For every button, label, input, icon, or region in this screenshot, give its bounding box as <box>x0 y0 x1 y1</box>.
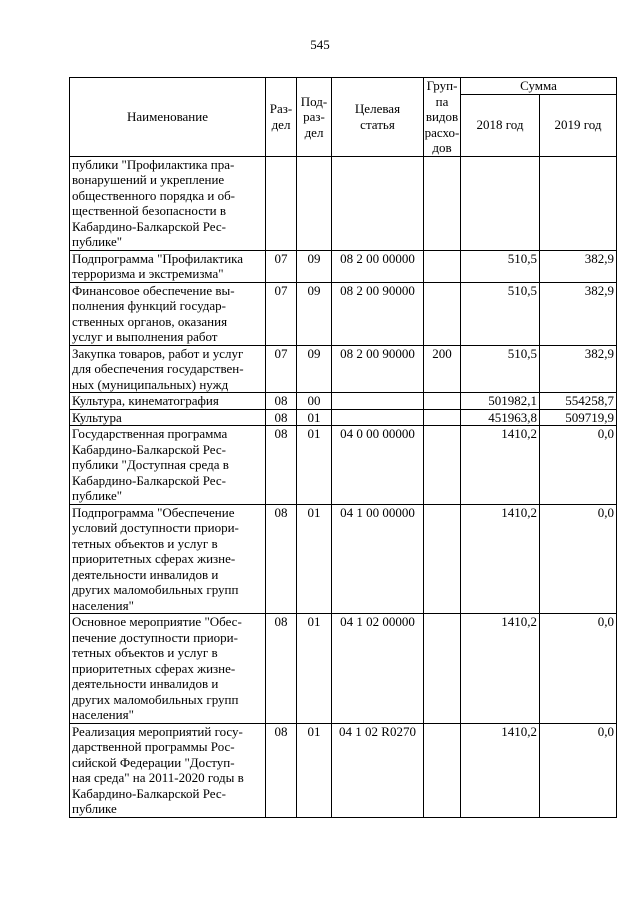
cell-sum-2018: 1410,2 <box>461 723 540 817</box>
cell-section: 08 <box>266 393 297 410</box>
cell-subsection: 01 <box>297 723 332 817</box>
cell-sum-2019: 382,9 <box>540 250 617 282</box>
table-row <box>70 282 617 345</box>
cell-expense-group <box>424 723 461 817</box>
table-row <box>70 723 617 817</box>
cell-section: 08 <box>266 504 297 614</box>
cell-target-article: 04 1 00 00000 <box>332 504 424 614</box>
cell-section: 08 <box>266 409 297 426</box>
table-row <box>70 614 617 724</box>
cell-name: Закупка товаров, работ и услуг для обеспечения государствен- ных (муниципальных) нужд <box>70 345 266 393</box>
cell-target-article: 08 2 00 00000 <box>332 250 424 282</box>
cell-subsection: 09 <box>297 345 332 393</box>
cell-target-article: 08 2 00 90000 <box>332 282 424 345</box>
cell-sum-2018 <box>461 156 540 250</box>
cell-section: 08 <box>266 614 297 724</box>
cell-sum-2018: 1410,2 <box>461 614 540 724</box>
cell-subsection: 01 <box>297 504 332 614</box>
cell-expense-group <box>424 250 461 282</box>
cell-target-article: 08 2 00 90000 <box>332 345 424 393</box>
cell-target-article <box>332 393 424 410</box>
budget-table <box>69 77 617 818</box>
cell-target-article <box>332 409 424 426</box>
cell-subsection <box>297 156 332 250</box>
cell-subsection: 01 <box>297 426 332 505</box>
cell-section: 08 <box>266 426 297 505</box>
cell-name: Основное мероприятие "Обес- печение доступности приори- тетных объектов и услуг в приоритетных сферах жизне- деятельности инвалидов и других маломобильных групп населения" <box>70 614 266 724</box>
cell-sum-2018: 510,5 <box>461 345 540 393</box>
cell-expense-group: 200 <box>424 345 461 393</box>
cell-name: публики "Профилактика пра- вонарушений и укрепление общественного порядка и об- щественной безопасности в Кабардино-Балкарской Рес- публике" <box>70 156 266 250</box>
cell-expense-group <box>424 156 461 250</box>
cell-section: 07 <box>266 250 297 282</box>
cell-subsection: 09 <box>297 250 332 282</box>
cell-sum-2018: 510,5 <box>461 250 540 282</box>
cell-expense-group <box>424 614 461 724</box>
table-row <box>70 250 617 282</box>
header-subsection: Под- раз- дел <box>297 78 332 157</box>
cell-subsection: 00 <box>297 393 332 410</box>
cell-expense-group <box>424 426 461 505</box>
table-header <box>70 78 617 157</box>
header-sum: Сумма <box>461 78 617 95</box>
cell-target-article: 04 0 00 00000 <box>332 426 424 505</box>
cell-sum-2019: 382,9 <box>540 345 617 393</box>
cell-sum-2019: 0,0 <box>540 723 617 817</box>
cell-name: Культура, кинематография <box>70 393 266 410</box>
table-row <box>70 426 617 505</box>
page-number: 545 <box>310 37 330 52</box>
cell-sum-2019: 0,0 <box>540 504 617 614</box>
cell-section <box>266 156 297 250</box>
table-row <box>70 504 617 614</box>
table-row <box>70 345 617 393</box>
header-year-2018: 2018 год <box>461 94 540 156</box>
cell-sum-2019: 554258,7 <box>540 393 617 410</box>
cell-subsection: 09 <box>297 282 332 345</box>
table-row <box>70 409 617 426</box>
cell-subsection: 01 <box>297 614 332 724</box>
header-year-2019: 2019 год <box>540 94 617 156</box>
cell-sum-2018: 510,5 <box>461 282 540 345</box>
cell-expense-group <box>424 282 461 345</box>
cell-expense-group <box>424 504 461 614</box>
cell-name: Реализация мероприятий госу- дарственной программы Рос- сийской Федерации "Доступ- ная среда" на 2011-2020 годы в Кабардино-Балкарской Рес- публике <box>70 723 266 817</box>
header-expense-group: Груп- па видов расхо- дов <box>424 78 460 155</box>
header-section: Раз- дел <box>266 78 297 157</box>
cell-sum-2019 <box>540 156 617 250</box>
cell-sum-2019: 509719,9 <box>540 409 617 426</box>
cell-subsection: 01 <box>297 409 332 426</box>
cell-target-article: 04 1 02 00000 <box>332 614 424 724</box>
cell-section: 07 <box>266 345 297 393</box>
table-row <box>70 393 617 410</box>
cell-expense-group <box>424 409 461 426</box>
cell-sum-2018: 1410,2 <box>461 504 540 614</box>
table-row <box>70 156 617 250</box>
cell-sum-2018: 451963,8 <box>461 409 540 426</box>
cell-section: 07 <box>266 282 297 345</box>
cell-sum-2019: 382,9 <box>540 282 617 345</box>
cell-target-article: 04 1 02 R0270 <box>332 723 424 817</box>
cell-expense-group <box>424 393 461 410</box>
cell-name: Подпрограмма "Обеспечение условий доступности приори- тетных объектов и услуг в приоритетных сферах жизне- деятельности инвалидов и других маломобильных групп населения" <box>70 504 266 614</box>
cell-sum-2019: 0,0 <box>540 614 617 724</box>
cell-sum-2018: 1410,2 <box>461 426 540 505</box>
cell-name: Государственная программа Кабардино-Балкарской Рес- публики "Доступная среда в Кабардино-Балкарской Рес- публике" <box>70 426 266 505</box>
cell-target-article <box>332 156 424 250</box>
header-name: Наименование <box>70 78 266 157</box>
cell-name: Подпрограмма "Профилактика терроризма и экстремизма" <box>70 250 266 282</box>
cell-name: Культура <box>70 409 266 426</box>
table-body <box>70 156 617 817</box>
header-target-article: Целевая статья <box>332 78 424 157</box>
cell-section: 08 <box>266 723 297 817</box>
cell-sum-2019: 0,0 <box>540 426 617 505</box>
cell-name: Финансовое обеспечение вы- полнения функций государ- ственных органов, оказания услуг и выполнения работ <box>70 282 266 345</box>
cell-sum-2018: 501982,1 <box>461 393 540 410</box>
